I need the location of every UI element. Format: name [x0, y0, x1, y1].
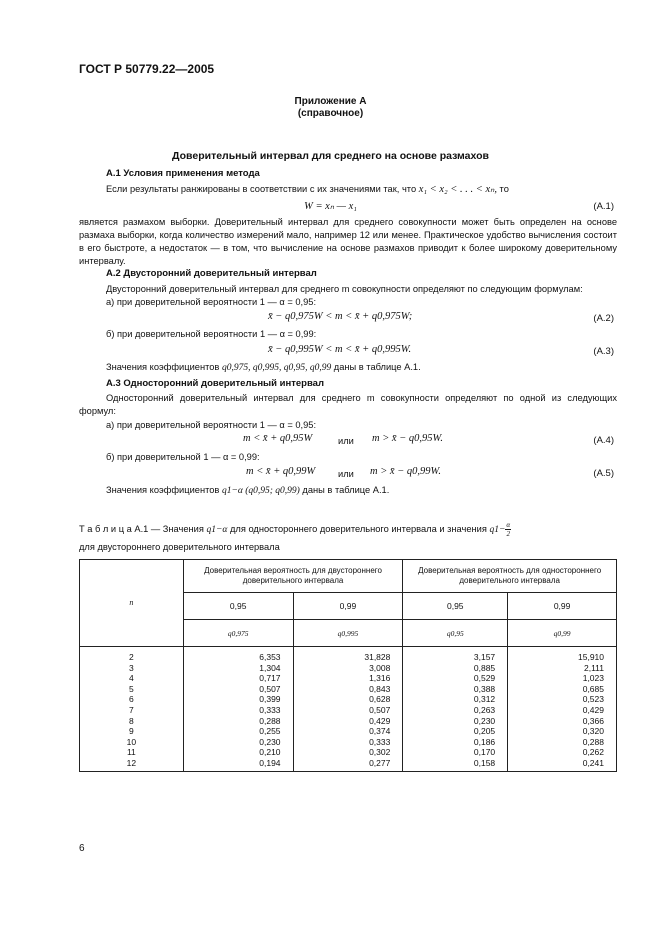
- section-a1-text: является размахом выборки. Доверительный интервал для среднего совокупности может быть определен на основе размаха выборки, когда количество измерений мало, например 12 или менее. Практическое удобство вычисления состоит в его быстроте, а недостаток — в том, что вычисление на основе размахов приводит к более широкому доверительному интервалу.: [79, 217, 617, 266]
- table-cell: 0,302: [369, 747, 391, 758]
- formula-a4-or: или: [338, 436, 354, 446]
- header-q-2: q0,95: [403, 620, 508, 647]
- a2-note-pre: Значения коэффициентов: [106, 362, 220, 372]
- table-cell: 0,210: [259, 747, 281, 758]
- section-a2-item-b: б) при доверительной вероятности 1 — α = 0,99:: [106, 329, 317, 339]
- header-q-1: q0,995: [293, 620, 403, 647]
- table-cell: 0,205: [473, 726, 496, 737]
- frac-denominator: 2: [506, 530, 510, 538]
- table-cell: 0,333: [369, 736, 391, 747]
- section-a3-item-a: а) при доверительной вероятности 1 — α = 0,95:: [106, 420, 317, 430]
- table-cell: 9: [129, 726, 134, 737]
- table-cell: 0,388: [473, 683, 496, 694]
- a2-note-post: даны в таблице А.1.: [333, 362, 421, 372]
- table-cell: 5: [129, 683, 134, 694]
- a3-note-coefs: q1−α (q0,95; q0,99): [221, 486, 300, 496]
- table-cell: 0,507: [259, 683, 281, 694]
- header-q-0: q0,975: [183, 620, 293, 647]
- table-cell: 0,186: [473, 736, 496, 747]
- a1-intro-text: Если результаты ранжированы в соответствии с их значениями так, что: [106, 184, 417, 194]
- formula-a2: x̄ − q0,975W < m < x̄ + q0,975W;: [268, 311, 413, 322]
- col-n: [80, 647, 184, 772]
- col-q0995: [293, 647, 403, 772]
- formula-a1: W = xₙ — x₁: [304, 201, 357, 212]
- col-q095: [403, 647, 508, 772]
- table-cell: 0,288: [582, 736, 604, 747]
- formula-a5-left: m < x̄ + q0,99W: [246, 466, 316, 477]
- table-cell: 0,194: [259, 757, 281, 768]
- annex-subtitle: (справочное): [297, 108, 364, 119]
- table-caption-text1: А.1 — Значения: [134, 523, 204, 534]
- header-one-sided: Доверительная вероятность для одностороннего доверительного интервала: [403, 560, 617, 593]
- table-caption-text2: для одностороннего доверительного интервала и значения: [230, 523, 487, 534]
- formula-a5-right: m > x̄ − q0,99W.: [370, 466, 441, 477]
- table-cell: 0,429: [369, 715, 391, 726]
- col-q099: [508, 647, 617, 772]
- table-cell: 3,157: [473, 652, 496, 662]
- table-cell: 0,523: [582, 694, 604, 705]
- table-cell: 2: [129, 652, 134, 662]
- eq-number-a4: (А.4): [593, 435, 614, 446]
- table-cell: 8: [129, 715, 134, 726]
- table-cell: 0,262: [582, 747, 604, 758]
- table-cell: 0,507: [369, 704, 391, 715]
- table-cell: 0,366: [582, 715, 604, 726]
- table-cell: 2,111: [583, 662, 604, 673]
- col-q0975: [183, 647, 293, 772]
- table-cell: 15,910: [578, 652, 604, 662]
- table-cell: 11: [126, 747, 136, 758]
- table-cell: 10: [126, 736, 137, 747]
- table-cell: 0,230: [259, 736, 281, 747]
- coefficients-table: [79, 559, 617, 772]
- frac-numerator: α: [506, 521, 511, 529]
- table-cell: 0,429: [582, 704, 604, 715]
- table-cell: 0,399: [259, 694, 281, 705]
- header-prob-3: 0,99: [508, 593, 617, 620]
- header-prob-2: 0,95: [403, 593, 508, 620]
- standard-number: ГОСТ Р 50779.22—2005: [79, 62, 215, 76]
- table-cell: 0,312: [473, 694, 496, 705]
- section-a2-item-a: а) при доверительной вероятности 1 — α = 0,95:: [106, 297, 317, 307]
- table-cell: 1,023: [582, 673, 604, 684]
- table-cell: 1,316: [369, 673, 391, 684]
- section-a2-heading: А.2 Двусторонний доверительный интервал: [106, 268, 317, 279]
- table-cell: 0,158: [473, 757, 496, 768]
- table-cell: 4: [129, 673, 134, 684]
- a3-note-pre: Значения коэффициентов: [106, 485, 220, 495]
- table-cell: 31,828: [364, 652, 391, 662]
- table-cell: 0,230: [473, 715, 496, 726]
- section-a2-intro: Двусторонний доверительный интервал для среднего m совокупности определяют по следующим формулам:: [106, 284, 583, 294]
- table-cell: 0,628: [369, 694, 391, 705]
- page-number: 6: [79, 843, 85, 854]
- header-q-3: q0,99: [508, 620, 617, 647]
- table-caption: [79, 521, 511, 538]
- eq-number-a5: (А.5): [593, 468, 614, 479]
- section-a1-heading: А.1 Условия применения метода: [106, 168, 260, 179]
- table-body: [80, 647, 617, 772]
- section-a3-note: [106, 484, 389, 498]
- eq-number-a2: (А.2): [593, 313, 614, 324]
- document-title: Доверительный интервал для среднего на основе размахов: [172, 150, 489, 162]
- table-cell: 0,241: [582, 757, 604, 768]
- section-a1-intro: [106, 183, 509, 196]
- alpha-over-two: [505, 521, 511, 538]
- formula-a5-or: или: [338, 469, 354, 479]
- table-cell: 0,885: [473, 662, 496, 673]
- section-a2-note: [106, 361, 421, 375]
- table-cell: 0,263: [473, 704, 496, 715]
- table-cell: 0,170: [473, 747, 496, 758]
- table-cell: 0,685: [582, 683, 604, 694]
- table-cell: 6: [129, 694, 134, 705]
- table-cell: 3: [129, 662, 134, 673]
- table-caption-line2: для двустороннего доверительного интервала: [79, 542, 280, 552]
- table-cell: 0,288: [259, 715, 281, 726]
- formula-a4-left: m < x̄ + q0,95W: [243, 433, 313, 444]
- header-prob-0: 0,95: [183, 593, 293, 620]
- annex-title: Приложение А: [294, 96, 367, 107]
- table-cell: 0,320: [582, 726, 604, 737]
- table-cell: 0,843: [369, 683, 391, 694]
- table-caption-label: Т а б л и ц а: [79, 523, 132, 534]
- header-prob-1: 0,99: [293, 593, 403, 620]
- header-n: n: [80, 560, 184, 647]
- formula-a4-right: m > x̄ − q0,95W.: [372, 433, 443, 444]
- a1-then: то: [499, 184, 509, 194]
- section-a3-item-b: б) при доверительной 1 — α = 0,99:: [106, 452, 260, 462]
- a3-note-post: даны в таблице А.1.: [302, 485, 390, 495]
- header-two-sided: Доверительная вероятность для двустороннего доверительного интервала: [183, 560, 403, 593]
- table-cell: 0,255: [259, 726, 281, 737]
- table-cell: 0,529: [473, 673, 496, 684]
- table-cell: 0,277: [369, 757, 391, 768]
- table-cell: 6,353: [259, 652, 281, 662]
- table-cell: 0,374: [369, 726, 391, 737]
- table-cell: 0,333: [259, 704, 281, 715]
- table-cell: 1,304: [259, 662, 281, 673]
- section-a3-heading: А.3 Односторонний доверительный интервал: [106, 378, 325, 389]
- table-cell: 12: [126, 757, 137, 768]
- table-header-groups: [80, 560, 617, 593]
- table-cell: 3,008: [369, 662, 391, 673]
- eq-number-a3: (А.3): [593, 346, 614, 357]
- a2-note-coefs: q0,975, q0,995, q0,95, q0,99: [221, 363, 332, 373]
- table-cell: 0,717: [259, 673, 281, 684]
- table-caption-q1: q1−α: [206, 524, 228, 535]
- eq-number-a1: (А.1): [593, 201, 614, 212]
- a1-order-formula: x₁ < x₂ < . . . < xₙ,: [418, 184, 497, 195]
- section-a3-intro: Односторонний доверительный интервал для среднего m совокупности определяют по одной из следующих формул:: [79, 393, 617, 416]
- formula-a3: x̄ − q0,995W < m < x̄ + q0,995W.: [268, 344, 412, 355]
- table-cell: 7: [129, 704, 134, 715]
- table-caption-q2: q1−: [489, 524, 506, 535]
